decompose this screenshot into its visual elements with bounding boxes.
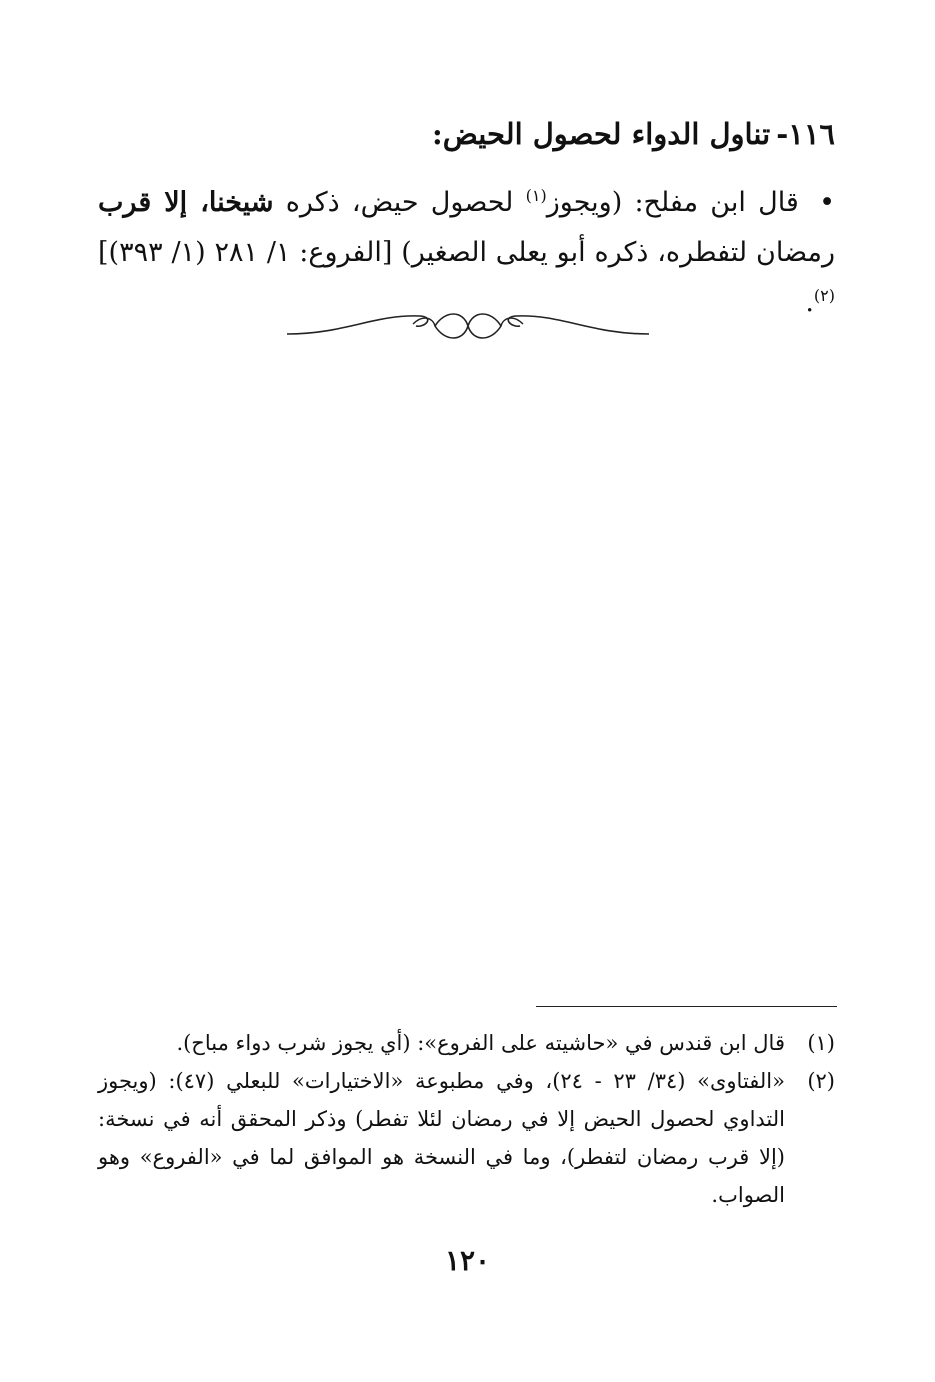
body-bold-phrase: شيخنا، إلا قرب	[98, 187, 274, 218]
body-text-end: .	[805, 287, 814, 318]
footnote-text: «الفتاوى» (٣٤/ ٢٣ - ٢٤)، وفي مطبوعة «الاختيارات» للبعلي (٤٧): (ويجوز التداوي لحصول الحيض إلا في رمضان لئلا تفطر) وذكر المحقق أنه في نسخة: (إلا قرب رمضان لتفطر)، وما في النسخة هو الموافق لما في «الفروع» وهو الصواب.	[98, 1069, 785, 1207]
footnote-ref-1[interactable]: (١)	[525, 186, 547, 205]
section-heading	[100, 112, 835, 156]
footnote-mark: (١)	[807, 1031, 835, 1055]
flourish-divider-icon	[285, 304, 651, 348]
bullet-icon: •	[819, 187, 835, 218]
footnote-mark: (٢)	[807, 1069, 835, 1093]
page-number: ١٢٠	[444, 1244, 491, 1277]
footnote-2	[98, 1062, 835, 1214]
section-number: ١١٦-	[776, 117, 835, 151]
body-text-part2: لحصول حيض، ذكره	[285, 187, 514, 218]
footnotes	[98, 1024, 835, 1214]
section-title: تناول الدواء لحصول الحيض:	[432, 117, 771, 151]
footnote-1	[98, 1024, 835, 1062]
footnote-separator	[536, 1006, 837, 1007]
footnote-ref-2[interactable]: (٢)	[813, 286, 835, 305]
footnote-text: قال ابن قندس في «حاشيته على الفروع»: (أي يجوز شرب دواء مباح).	[176, 1031, 785, 1055]
body-text-part1: قال ابن مفلح: (ويجوز	[546, 187, 799, 218]
body-text-part3: رمضان لتفطره، ذكره أبو يعلى الصغير) [الفروع: ١/ ٢٨١ (١/ ٣٩٣)]	[98, 237, 835, 268]
